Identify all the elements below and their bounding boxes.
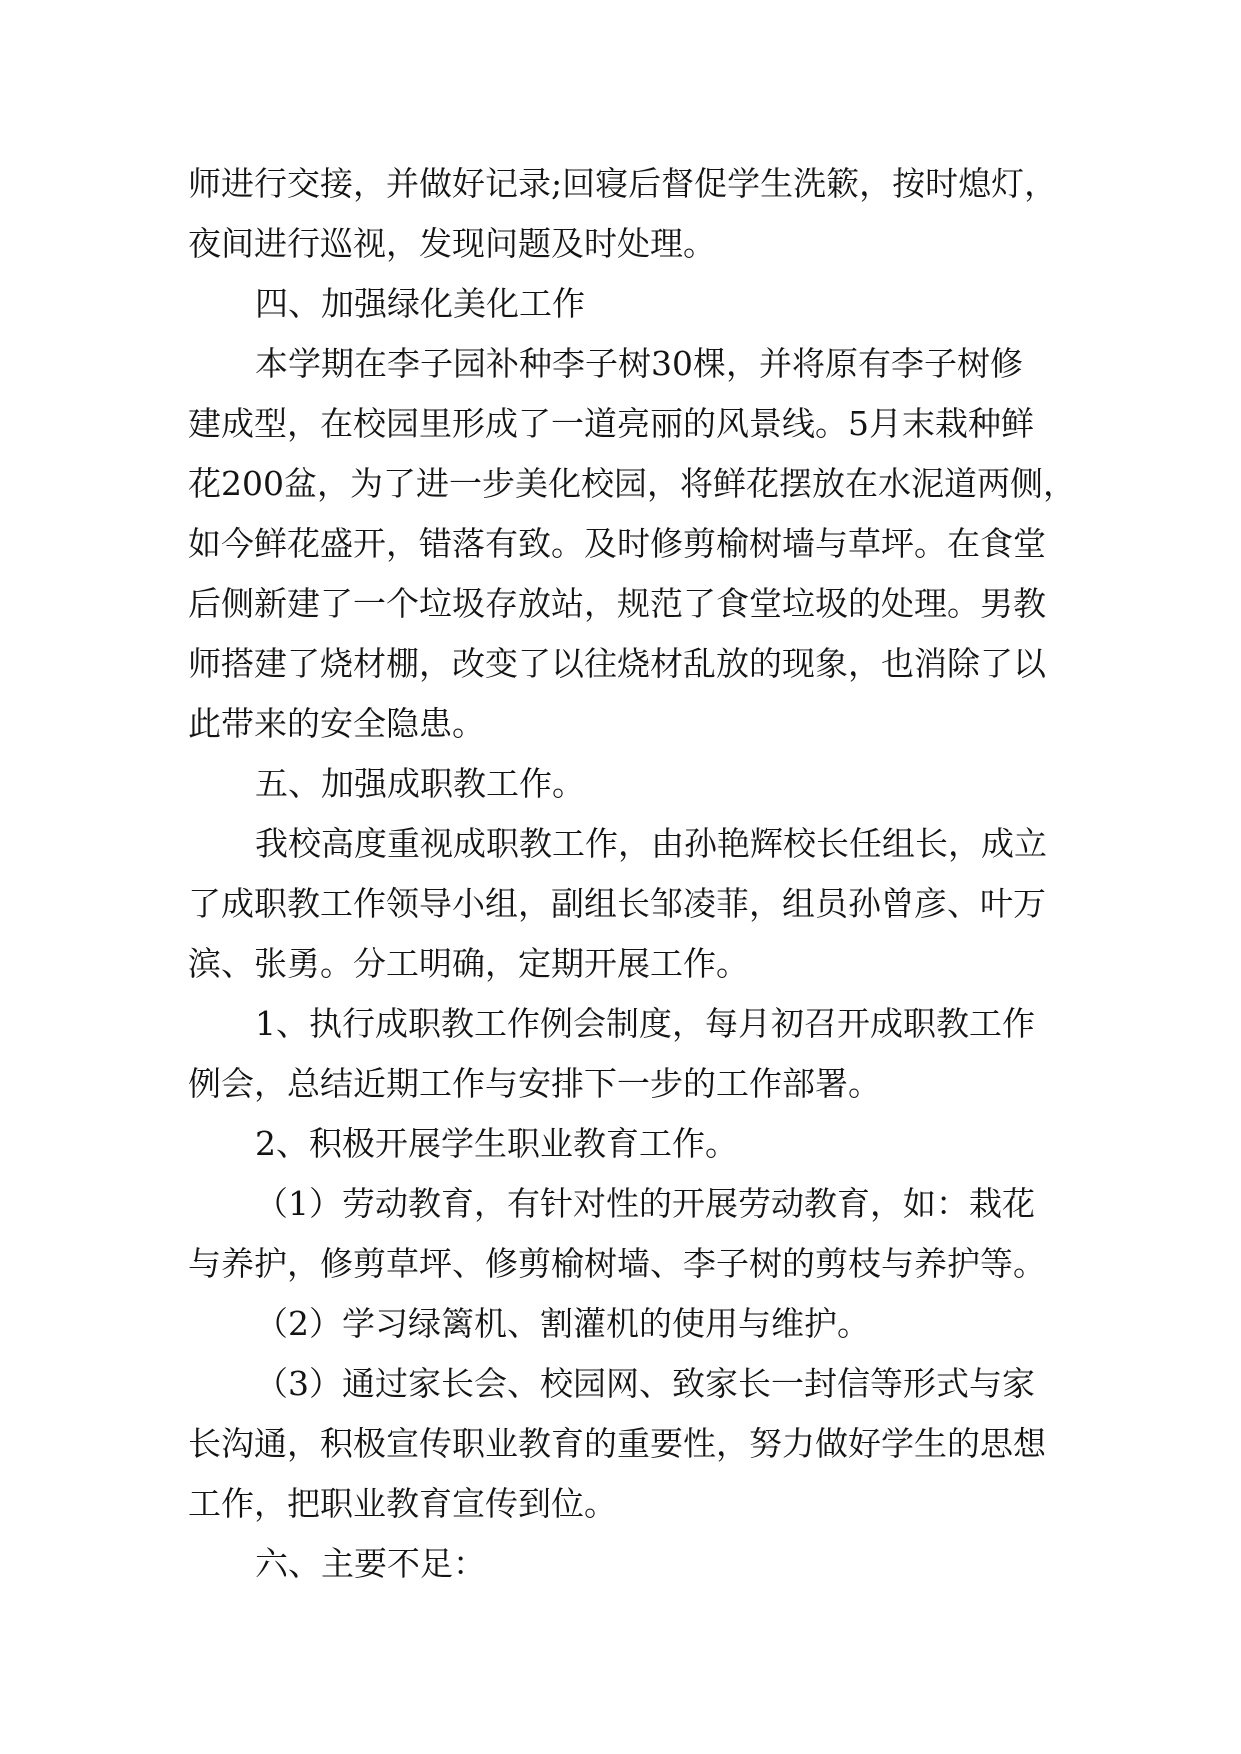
list-item: 1、执行成职教工作例会制度，每月初召开成职教工作 xyxy=(255,1004,1035,1043)
text-line: 工作，把职业教育宣传到位。 xyxy=(188,1484,617,1523)
section-heading: 五、加强成职教工作。 xyxy=(255,764,585,803)
text-line: 滨、张勇。分工明确，定期开展工作。 xyxy=(188,944,749,983)
text-line: 与养护，修剪草坪、修剪榆树墙、李子树的剪枝与养护等。 xyxy=(188,1244,1046,1283)
sub-list-item: （2）学习绿篱机、割灌机的使用与维护。 xyxy=(255,1304,870,1343)
sub-list-item: （3）通过家长会、校园网、致家长一封信等形式与家 xyxy=(255,1364,1035,1403)
text-line: 师搭建了烧材棚，改变了以往烧材乱放的现象，也消除了以 xyxy=(188,644,1046,683)
text-line: 长沟通，积极宣传职业教育的重要性，努力做好学生的思想 xyxy=(188,1424,1046,1463)
text-line: 夜间进行巡视，发现问题及时处理。 xyxy=(188,224,716,263)
text-line: 我校高度重视成职教工作，由孙艳辉校长任组长，成立 xyxy=(255,824,1047,863)
text-line: 了成职教工作领导小组，副组长邹凌菲，组员孙曾彦、叶万 xyxy=(188,884,1046,923)
text-line: 例会，总结近期工作与安排下一步的工作部署。 xyxy=(188,1064,881,1103)
text-line: 此带来的安全隐患。 xyxy=(188,704,485,743)
text-line: 后侧新建了一个垃圾存放站，规范了食堂垃圾的处理。男教 xyxy=(188,584,1046,623)
sub-list-item: （1）劳动教育，有针对性的开展劳动教育，如：栽花 xyxy=(255,1184,1035,1223)
text-line: 花200盆，为了进一步美化校园，将鲜花摆放在水泥道两侧， xyxy=(188,464,1076,503)
text-line: 如今鲜花盛开，错落有致。及时修剪榆树墙与草坪。在食堂 xyxy=(188,524,1046,563)
section-heading: 六、主要不足： xyxy=(255,1544,486,1583)
list-item: 2、积极开展学生职业教育工作。 xyxy=(255,1124,738,1163)
text-line: 建成型，在校园里形成了一道亮丽的风景线。5月末栽种鲜 xyxy=(188,404,1034,443)
text-line: 师进行交接，并做好记录;回寝后督促学生洗簌，按时熄灯， xyxy=(188,164,1058,203)
section-heading: 四、加强绿化美化工作 xyxy=(255,284,585,323)
text-line: 本学期在李子园补种李子树30棵，并将原有李子树修 xyxy=(255,344,1023,383)
